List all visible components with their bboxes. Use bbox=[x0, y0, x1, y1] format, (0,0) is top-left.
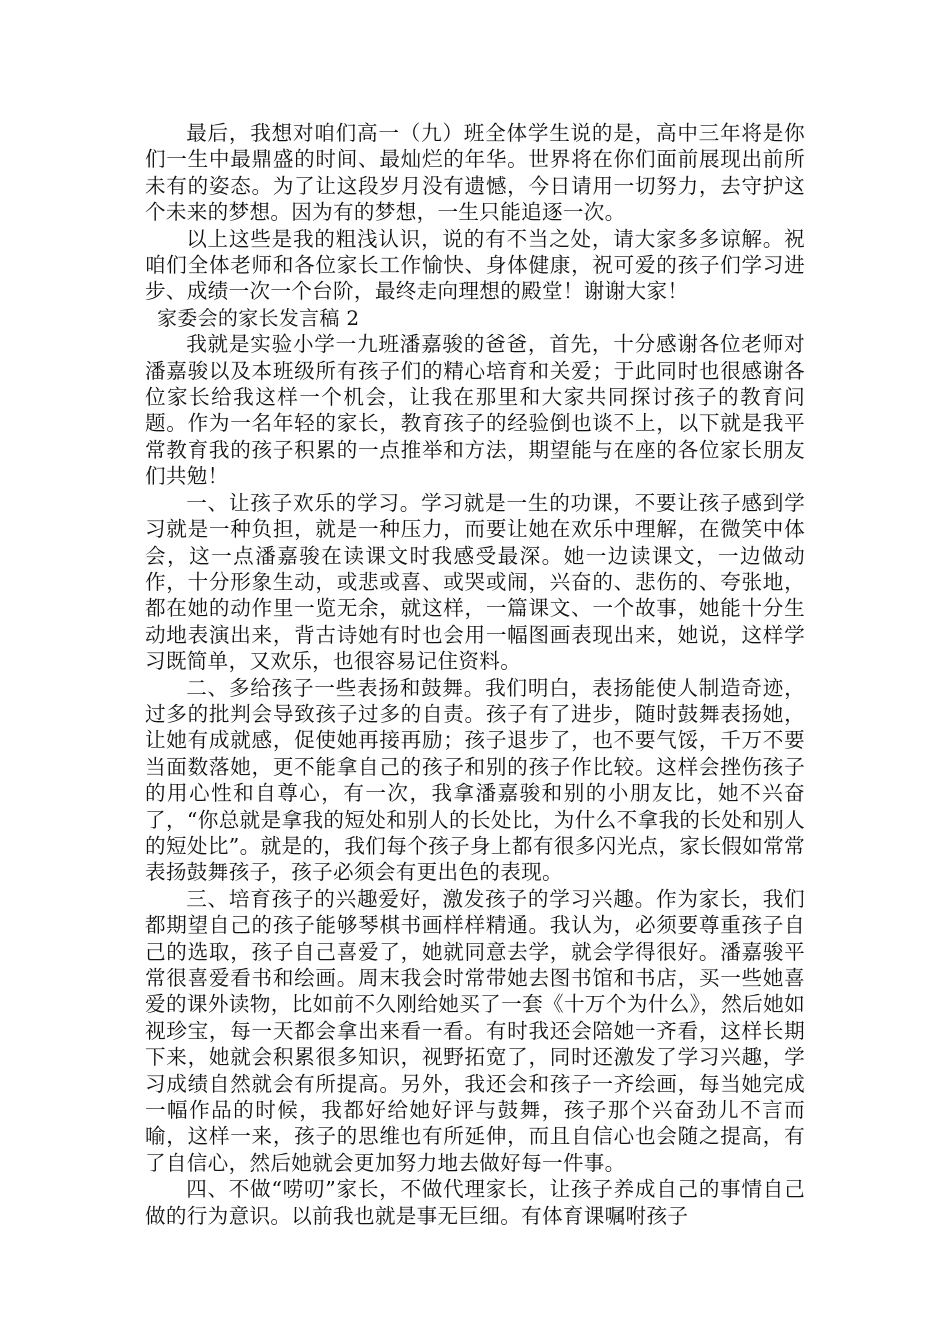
paragraph-point-four: 四、不做“唠叨”家长，不做代理家长，让孩子养成自己的事情自己做的行为意识。以前我也就是事无巨细。有体育课嘱咐孩子 bbox=[145, 1177, 805, 1228]
paragraph-thanks: 以上这些是我的粗浅认识，说的有不当之处，请大家多多谅解。祝咱们全体老师和各位家长工作愉快、身体健康，祝可爱的孩子们学习进步、成绩一次一个台阶，最终走向理想的殿堂！谢谢大家！ bbox=[145, 226, 805, 304]
paragraph-point-two: 二、多给孩子一些表扬和鼓舞。我们明白，表扬能使人制造奇迹，过多的批判会导致孩子过多的自责。孩子有了进步，随时鼓舞表扬她，让她有成就感，促使她再接再励；孩子退步了，也不要气馁，千万不要当面数落她，更不能拿自己的孩子和别的孩子作比较。这样会挫伤孩子的用心性和自尊心，有一次，我拿潘嘉骏和别的小朋友比，她不兴奋了，“你总就是拿我的短处和别人的长处比，为什么不拿我的长处和别人的短处比”。就是的，我们每个孩子身上都有很多闪光点，家长假如常常表扬鼓舞孩子，孩子必须会有更出色的表现。 bbox=[145, 675, 805, 885]
paragraph-point-three: 三、培育孩子的兴趣爱好，激发孩子的学习兴趣。作为家长，我们都期望自己的孩子能够琴棋书画样样精通。我认为，必须要尊重孩子自己的选取，孩子自己喜爱了，她就同意去学，就会学得很好。潘嘉骏平常很喜爱看书和绘画。周末我会时常带她去图书馆和书店，买一些她喜爱的课外读物，比如前不久刚给她买了一套《十万个为什么》，然后她如视珍宝，每一天都会拿出来看一看。有时我还会陪她一齐看，这样长期下来，她就会积累很多知识，视野拓宽了，同时还激发了学习兴趣，学习成绩自然就会有所提高。另外，我还会和孩子一齐绘画，每当她完成一幅作品的时候，我都好给她好评与鼓舞，孩子那个兴奋劲儿不言而喻，这样一来，孩子的思维也有所延伸，而且自信心也会随之提高，有了自信心，然后她就会更加努力地去做好每一件事。 bbox=[145, 886, 805, 1175]
paragraph-closing-message: 最后，我想对咱们高一（九）班全体学生说的是，高中三年将是你们一生中最鼎盛的时间、最灿烂的年华。世界将在你们面前展现出前所未有的姿态。为了让这段岁月没有遗憾，今日请用一切努力，去守护这个未来的梦想。因为有的梦想，一生只能追逐一次。 bbox=[145, 121, 805, 225]
paragraph-introduction: 我就是实验小学一九班潘嘉骏的爸爸，首先，十分感谢各位老师对潘嘉骏以及本班级所有孩子们的精心培育和关爱；于此同时也很感谢各位家长给我这样一个机会，让我在那里和大家共同探讨孩子的教育问题。作为一名年轻的家长，教育孩子的经验倒也谈不上，以下就是我平常教育我的孩子积累的一点推举和方法，期望能与在座的各位家长朋友们共勉！ bbox=[145, 332, 805, 489]
document-body bbox=[145, 120, 805, 1229]
paragraph-point-one: 一、让孩子欢乐的学习。学习就是一生的功课，不要让孩子感到学习就是一种负担，就是一种压力，而要让她在欢乐中理解，在微笑中体会，这一点潘嘉骏在读课文时我感受最深。她一边读课文，一边做动作，十分形象生动，或悲或喜、或哭或闹，兴奋的、悲伤的、夸张地，都在她的动作里一览无余，就这样，一篇课文、一个故事，她能十分生动地表演出来，背古诗她有时也会用一幅图画表现出来，她说，这样学习既简单，又欢乐，也很容易记住资料。 bbox=[145, 490, 805, 674]
section-title: 家委会的家长发言稿 2 bbox=[157, 305, 360, 330]
